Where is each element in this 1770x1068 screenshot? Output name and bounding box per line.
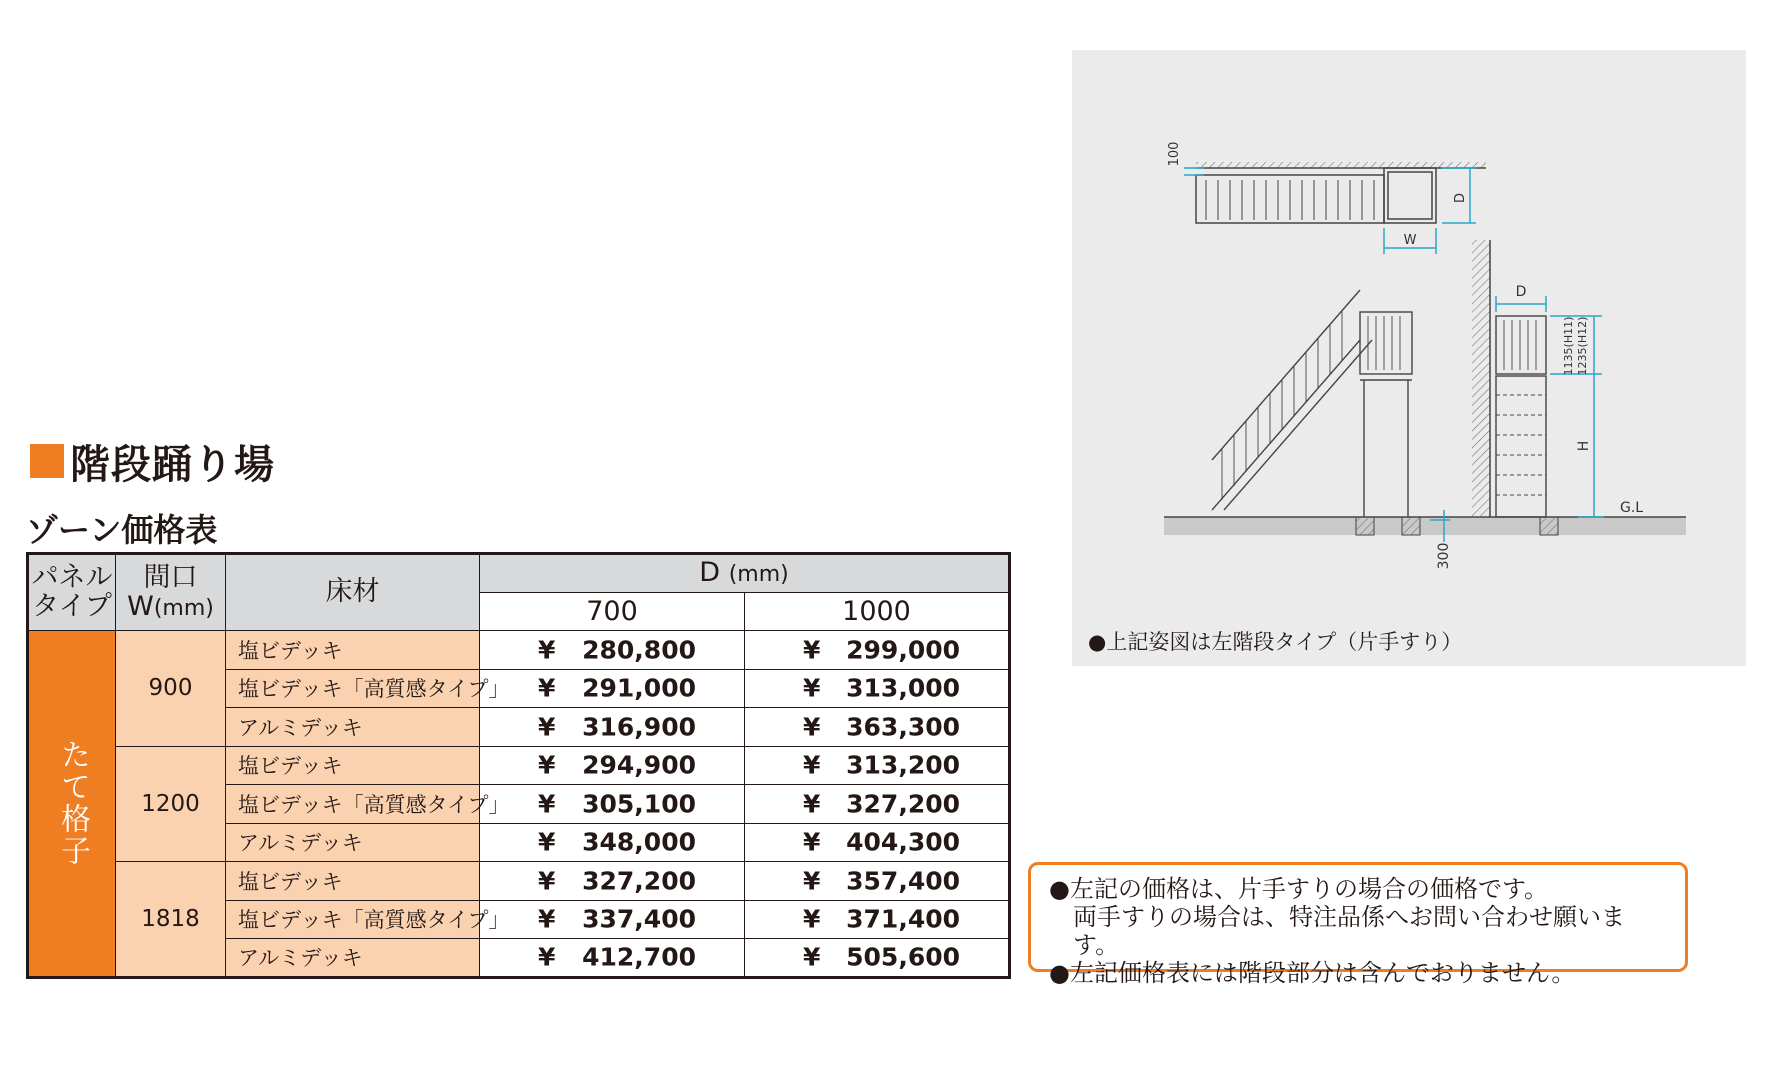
price-value: 291,000 bbox=[582, 673, 696, 703]
diagram-caption: ●上記姿図は左階段タイプ（片手すり） bbox=[1088, 630, 1463, 654]
yen-sign: ¥ bbox=[538, 673, 556, 703]
price-cell-700 bbox=[480, 823, 745, 862]
yen-sign: ¥ bbox=[803, 750, 821, 780]
dim-w-label: W bbox=[1403, 233, 1417, 248]
side-view-stairs bbox=[1212, 290, 1412, 517]
price-value: 505,600 bbox=[846, 942, 961, 972]
dim-h-label: H bbox=[1576, 440, 1592, 452]
elevation-view bbox=[1496, 316, 1546, 517]
yen-sign: ¥ bbox=[803, 827, 821, 857]
price-cell-1000 bbox=[745, 746, 1010, 785]
floor-material-cell: 塩ビデッキ「高質感タイプ」 bbox=[226, 669, 480, 708]
yen-sign: ¥ bbox=[538, 827, 556, 857]
panel-type-cell: たて格子 bbox=[28, 631, 116, 978]
yen-sign: ¥ bbox=[538, 942, 556, 972]
price-value: 313,200 bbox=[846, 750, 961, 780]
price-cell-700 bbox=[480, 746, 745, 785]
section-heading bbox=[30, 438, 275, 488]
price-cell-1000 bbox=[745, 785, 1010, 824]
dim-100-label: 100 bbox=[1167, 141, 1182, 167]
yen-sign: ¥ bbox=[803, 942, 821, 972]
table-row bbox=[28, 746, 1010, 785]
price-value: 305,100 bbox=[582, 789, 696, 819]
dim-d-label-side: D bbox=[1515, 284, 1527, 300]
dim-300-label: 300 bbox=[1436, 542, 1452, 570]
price-cell-1000 bbox=[745, 669, 1010, 708]
gl-label: G.L bbox=[1620, 500, 1644, 516]
floor-material-cell: 塩ビデッキ「高質感タイプ」 bbox=[226, 900, 480, 939]
price-cell-700 bbox=[480, 669, 745, 708]
header-depth-700: 700 bbox=[480, 593, 745, 631]
table-row bbox=[28, 631, 1010, 670]
floor-material-cell: 塩ビデッキ bbox=[226, 631, 480, 670]
dim-h11-label: 1135(H11) bbox=[1562, 316, 1575, 376]
price-cell-700 bbox=[480, 939, 745, 978]
price-value: 348,000 bbox=[582, 827, 696, 857]
floor-material-cell: 塩ビデッキ「高質感タイプ」 bbox=[226, 785, 480, 824]
yen-sign: ¥ bbox=[538, 712, 556, 742]
yen-sign: ¥ bbox=[803, 635, 821, 665]
price-value: 363,300 bbox=[846, 712, 961, 742]
price-value: 280,800 bbox=[582, 635, 696, 665]
plan-view bbox=[1196, 162, 1486, 223]
price-value: 327,200 bbox=[846, 789, 961, 819]
price-cell-1000 bbox=[745, 823, 1010, 862]
price-cell-1000 bbox=[745, 862, 1010, 901]
header-panel-type: パネル タイプ bbox=[28, 554, 116, 631]
yen-sign: ¥ bbox=[538, 904, 556, 934]
floor-material-cell: アルミデッキ bbox=[226, 708, 480, 747]
price-value: 327,200 bbox=[582, 866, 696, 896]
yen-sign: ¥ bbox=[538, 866, 556, 896]
price-value: 357,400 bbox=[846, 866, 961, 896]
dim-h12-label: 1235(H12) bbox=[1576, 316, 1589, 376]
price-value: 412,700 bbox=[582, 942, 696, 972]
width-cell: 1818 bbox=[116, 862, 226, 978]
price-cell-700 bbox=[480, 900, 745, 939]
width-cell: 1200 bbox=[116, 746, 226, 862]
price-value: 404,300 bbox=[846, 827, 961, 857]
note-line-3: ●左記価格表には階段部分は含んでおりません。 bbox=[1049, 959, 1576, 987]
note-box bbox=[1028, 862, 1688, 987]
price-value: 371,400 bbox=[846, 904, 961, 934]
yen-sign: ¥ bbox=[803, 789, 821, 819]
price-cell-700 bbox=[480, 862, 745, 901]
dim-d-label-plan: D bbox=[1453, 192, 1468, 204]
floor-material-cell: 塩ビデッキ bbox=[226, 746, 480, 785]
yen-sign: ¥ bbox=[538, 635, 556, 665]
price-value: 316,900 bbox=[582, 712, 696, 742]
price-cell-1000 bbox=[745, 939, 1010, 978]
floor-material-cell: アルミデッキ bbox=[226, 823, 480, 862]
floor-material-cell: アルミデッキ bbox=[226, 939, 480, 978]
header-width: 間口 W(mm) bbox=[116, 554, 226, 631]
wall bbox=[1472, 240, 1490, 517]
yen-sign: ¥ bbox=[803, 673, 821, 703]
price-table bbox=[26, 552, 1011, 979]
header-depth: D (mm) bbox=[480, 554, 1010, 593]
note-line-1: ●左記の価格は、片手すりの場合の価格です。 bbox=[1049, 875, 1549, 903]
yen-sign: ¥ bbox=[538, 750, 556, 780]
price-value: 299,000 bbox=[846, 635, 961, 665]
table-title: ゾーン価格表 bbox=[26, 511, 218, 549]
ground bbox=[1164, 517, 1686, 535]
table-row bbox=[28, 862, 1010, 901]
price-cell-1000 bbox=[745, 708, 1010, 747]
price-cell-700 bbox=[480, 708, 745, 747]
orange-square-icon bbox=[30, 444, 64, 478]
header-floor: 床材 bbox=[226, 554, 480, 631]
price-cell-700 bbox=[480, 631, 745, 670]
price-value: 337,400 bbox=[582, 904, 696, 934]
yen-sign: ¥ bbox=[803, 712, 821, 742]
note-line-2: 両手すりの場合は、特注品係へお問い合わせ願います。 bbox=[1073, 903, 1625, 959]
section-title: 階段踊り場 bbox=[70, 441, 275, 488]
price-cell-700 bbox=[480, 785, 745, 824]
yen-sign: ¥ bbox=[803, 904, 821, 934]
price-cell-1000 bbox=[745, 900, 1010, 939]
diagram-panel bbox=[1072, 50, 1746, 666]
yen-sign: ¥ bbox=[538, 789, 556, 819]
price-value: 294,900 bbox=[582, 750, 696, 780]
floor-material-cell: 塩ビデッキ bbox=[226, 862, 480, 901]
price-cell-1000 bbox=[745, 631, 1010, 670]
header-depth-1000: 1000 bbox=[745, 593, 1010, 631]
price-value: 313,000 bbox=[846, 673, 961, 703]
yen-sign: ¥ bbox=[803, 866, 821, 896]
width-cell: 900 bbox=[116, 631, 226, 747]
stair-landing-diagram bbox=[1072, 50, 1746, 666]
